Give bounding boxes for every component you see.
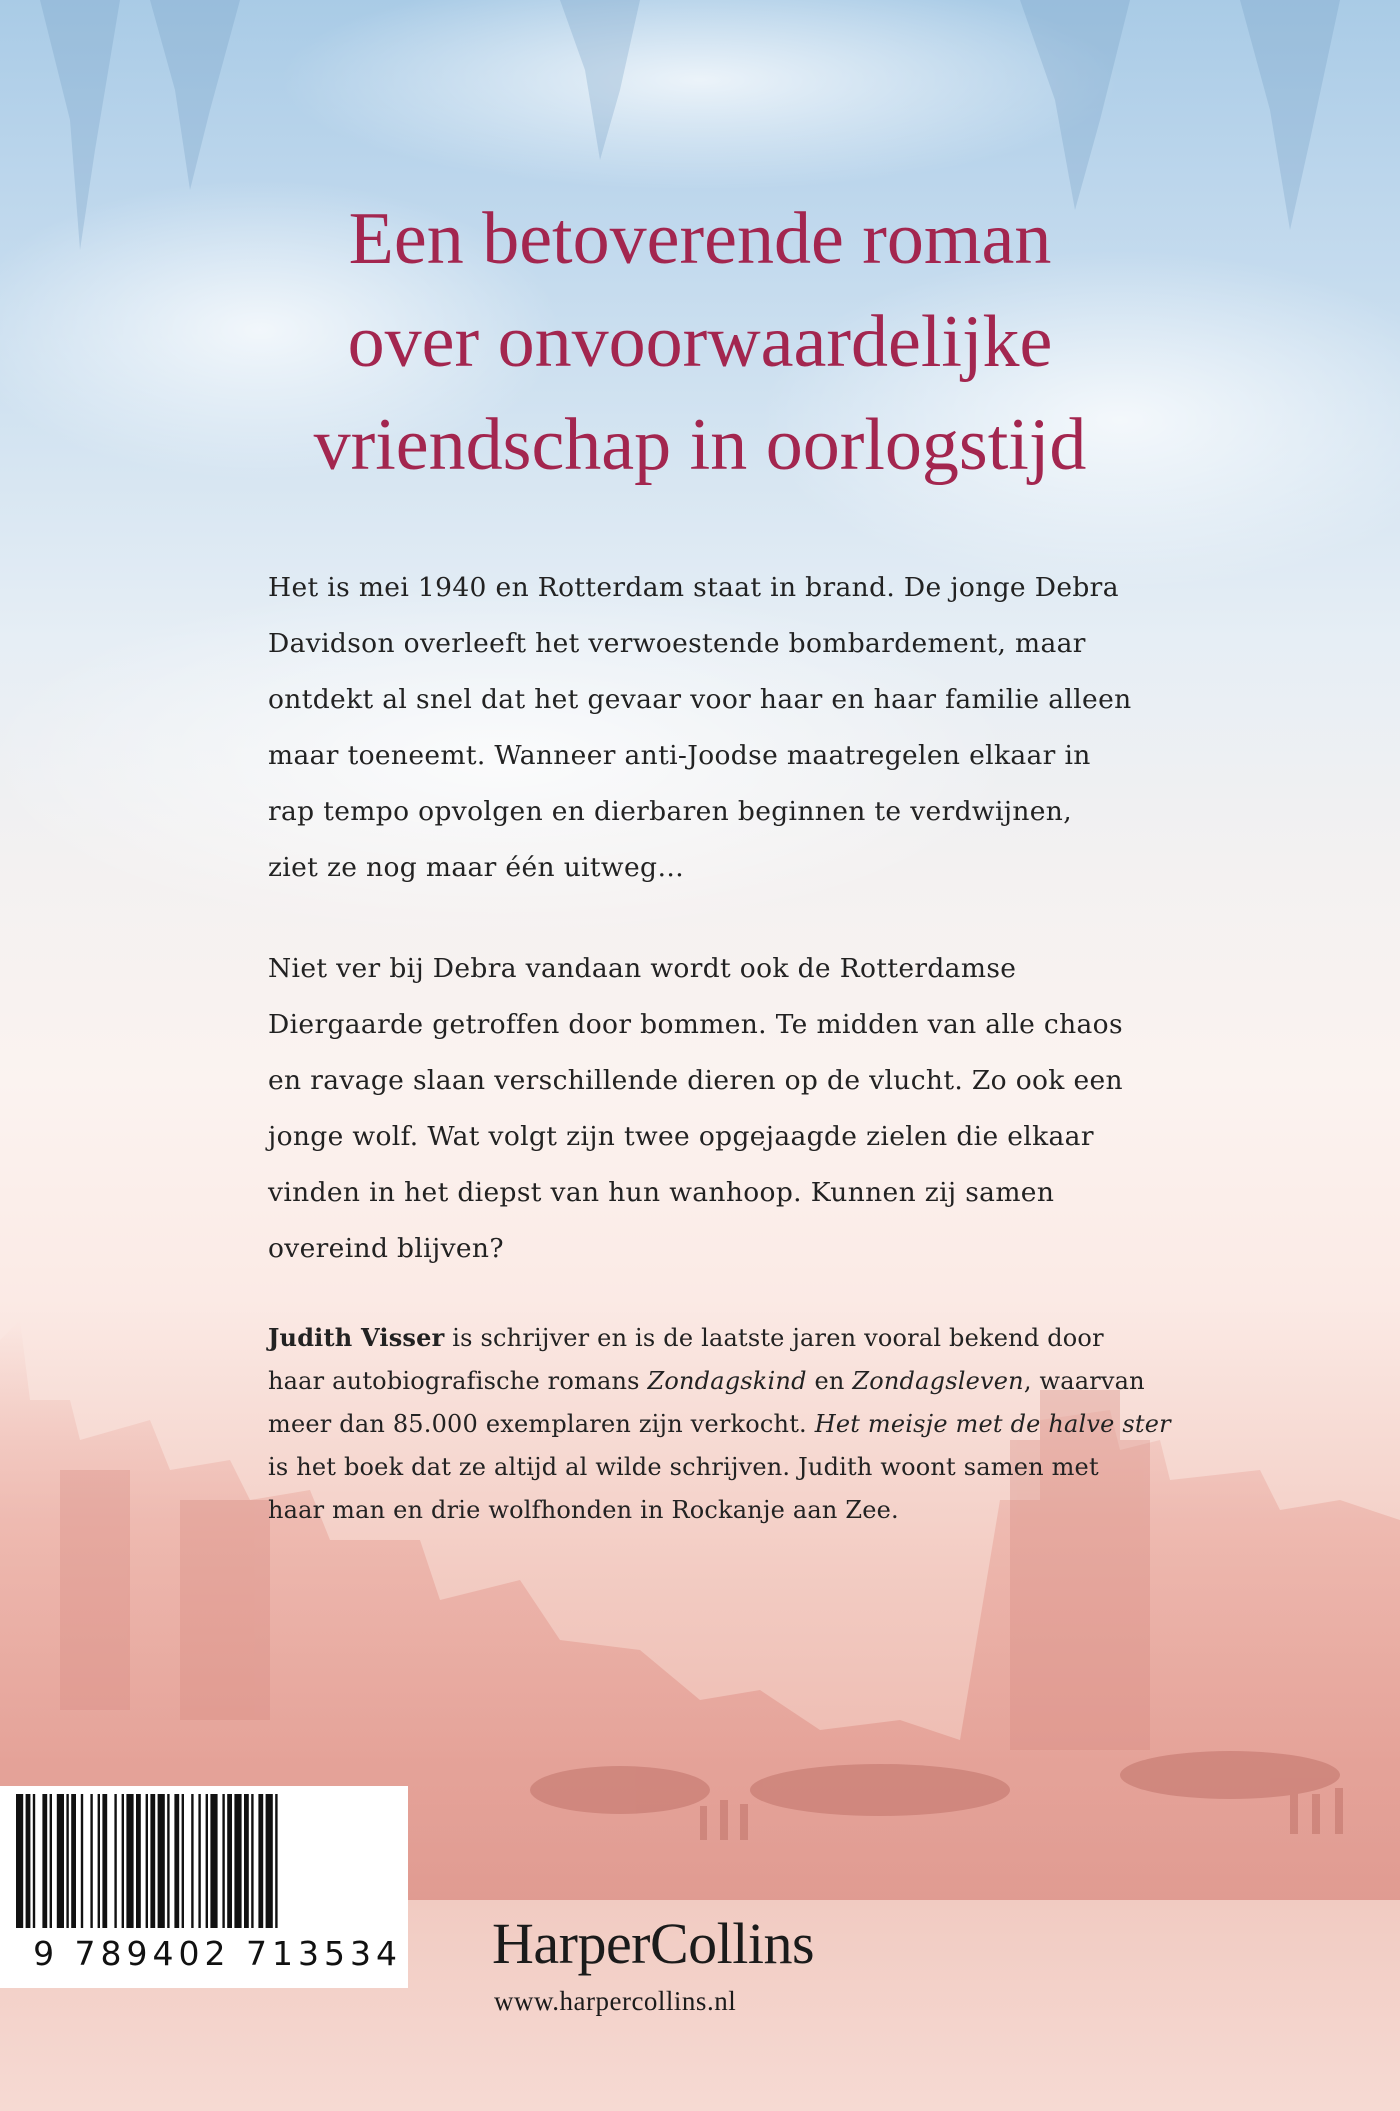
blurb-paragraph-1 bbox=[268, 560, 1168, 896]
blurb-line: maar toeneemt. Wanneer anti-Joodse maatregelen elkaar in bbox=[268, 740, 1091, 771]
barcode-bar bbox=[16, 1794, 23, 1928]
bio-line: meer dan 85.000 exemplaren zijn verkocht. Het meisje met de halve ster bbox=[268, 1410, 1171, 1438]
barcode-bar bbox=[167, 1794, 169, 1928]
blurb-line: Niet ver bij Debra vandaan wordt ook de Rotterdamse bbox=[268, 953, 1017, 984]
author-bio bbox=[268, 1316, 1171, 1532]
barcode-bar bbox=[244, 1794, 249, 1928]
headline-line: over onvoorwaardelijke bbox=[347, 301, 1053, 383]
barcode bbox=[0, 1786, 408, 1988]
barcode-bars bbox=[0, 1786, 408, 1936]
barcode-bar bbox=[102, 1794, 107, 1928]
blurb-line: vinden in het diepst van hun wanhoop. Kunnen zij samen bbox=[268, 1177, 1055, 1208]
barcode-bar bbox=[266, 1794, 273, 1928]
barcode-bar bbox=[71, 1794, 76, 1928]
barcode-bar bbox=[198, 1794, 200, 1928]
barcode-bar bbox=[275, 1794, 277, 1928]
blurb-line: ontdekt al snel dat het gevaar voor haar en haar familie alleen bbox=[268, 684, 1132, 715]
barcode-bar bbox=[234, 1794, 241, 1928]
barcode-bar bbox=[222, 1794, 224, 1928]
barcode-bar bbox=[158, 1794, 165, 1928]
barcode-bar bbox=[136, 1794, 141, 1928]
barcode-bar bbox=[146, 1794, 148, 1928]
barcode-bar bbox=[126, 1794, 133, 1928]
blurb-line: Het is mei 1940 en Rotterdam staat in brand. De jonge Debra bbox=[268, 572, 1119, 603]
blurb-line: jonge wolf. Wat volgt zijn twee opgejaagde zielen die elkaar bbox=[268, 1121, 1094, 1152]
blurb-paragraph-2 bbox=[268, 941, 1168, 1277]
barcode-bar bbox=[206, 1794, 208, 1928]
bio-line: is het boek dat ze altijd al wilde schrijven. Judith woont samen met bbox=[268, 1453, 1099, 1481]
blurb-line: Davidson overleeft het verwoestende bombardement, maar bbox=[268, 628, 1086, 659]
blurb-line: ziet ze nog maar één uitweg… bbox=[268, 852, 685, 883]
barcode-bar bbox=[90, 1794, 92, 1928]
author-name: Judith Visser bbox=[268, 1323, 445, 1352]
book-title: Zondagsleven bbox=[852, 1367, 1024, 1395]
barcode-bar bbox=[122, 1794, 124, 1928]
barcode-bar bbox=[42, 1794, 47, 1928]
barcode-bar bbox=[227, 1794, 232, 1928]
barcode-bar bbox=[66, 1794, 68, 1928]
barcode-bar bbox=[98, 1794, 100, 1928]
barcode-bar bbox=[81, 1794, 83, 1928]
barcode-bar bbox=[26, 1794, 31, 1928]
isbn-number: 9 789402 713534 bbox=[33, 1934, 402, 1973]
bio-line: haar autobiografische romans Zondagskind en Zondagsleven, waarvan bbox=[268, 1367, 1145, 1395]
barcode-bar bbox=[258, 1794, 263, 1928]
barcode-bar bbox=[174, 1794, 179, 1928]
barcode-bar bbox=[182, 1794, 184, 1928]
book-title: Zondagskind bbox=[647, 1367, 807, 1395]
barcode-bar bbox=[57, 1794, 64, 1928]
blurb-line: overeind blijven? bbox=[268, 1233, 504, 1264]
barcode-bar bbox=[33, 1794, 35, 1928]
publisher-logo: HarperCollins bbox=[492, 1911, 815, 1976]
book-title: Het meisje met de halve ster bbox=[814, 1410, 1171, 1438]
barcode-bar bbox=[150, 1794, 155, 1928]
bio-line: haar man en drie wolfhonden in Rockanje aan Zee. bbox=[268, 1496, 899, 1524]
barcode-bar bbox=[50, 1794, 52, 1928]
publisher-website: www.harpercollins.nl bbox=[494, 1986, 737, 2016]
headline bbox=[0, 188, 1400, 497]
barcode-bar bbox=[210, 1794, 217, 1928]
barcode-bar bbox=[251, 1794, 253, 1928]
barcode-bar bbox=[191, 1794, 193, 1928]
blurb-line: rap tempo opvolgen en dierbaren beginnen te verdwijnen, bbox=[268, 796, 1072, 827]
headline-line: vriendschap in oorlogstijd bbox=[313, 404, 1087, 486]
blurb-line: en ravage slaan verschillende dieren op de vlucht. Zo ook een bbox=[268, 1065, 1123, 1096]
headline-line: Een betoverende roman bbox=[348, 198, 1052, 280]
blurb-line: Diergaarde getroffen door bommen. Te midden van alle chaos bbox=[268, 1009, 1123, 1040]
bio-line: Judith Visser is schrijver en is de laatste jaren vooral bekend door bbox=[268, 1323, 1104, 1352]
barcode-bar bbox=[114, 1794, 116, 1928]
